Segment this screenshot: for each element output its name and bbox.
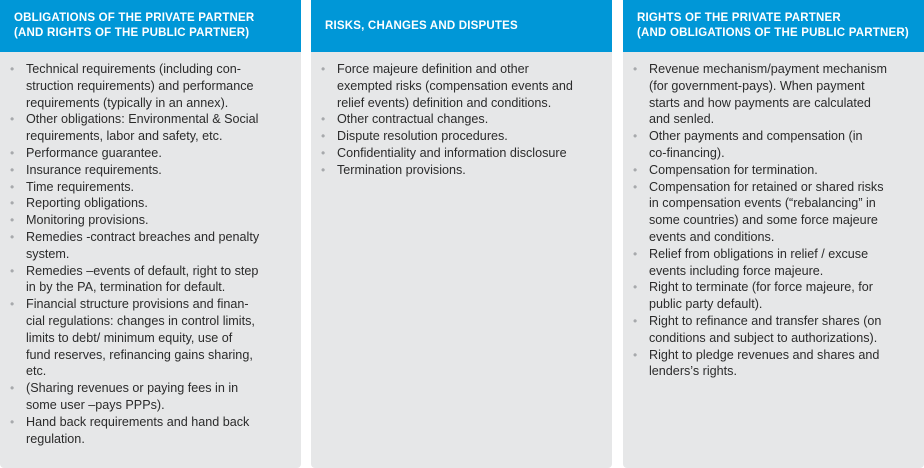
list-item-text: Compensation for termination. [649,162,818,177]
list-item-text: Compensation for retained or shared risks in compensation events (“rebalancing” in some countries) and some force majeure events and conditions. [649,179,884,244]
bullet-icon: • [633,347,638,362]
bullet-icon: • [10,297,15,312]
list-item-text: Reporting obligations. [26,196,148,211]
list-item [633,128,914,162]
list-item [633,61,914,128]
bullet-icon: • [321,62,326,76]
list-item [10,414,291,448]
list-item [633,162,914,179]
column-header [0,0,301,52]
provision-list [311,52,612,179]
column-header [623,0,924,52]
provision-list [623,52,924,380]
list-item-text: Other contractual changes. [337,112,489,127]
bullet-icon: • [321,129,326,144]
list-item [633,279,914,313]
list-item [10,380,291,414]
header-line: (AND OBLIGATIONS OF THE PUBLIC PARTNER) [637,26,909,39]
bullet-icon: • [10,263,15,278]
list-item [321,128,602,145]
list-item-text: Right to terminate (for force majeure, for public party default). [649,280,873,312]
list-item-text: Right to refinance and transfer shares (on conditions and subject to authorizations). [649,313,882,345]
header-line: RIGHTS OF THE PRIVATE PARTNER [637,12,841,24]
bullet-icon: • [10,414,15,429]
bullet-icon: • [633,280,638,295]
bullet-icon: • [10,162,15,177]
list-item [633,179,914,246]
header-line: OBLIGATIONS OF THE PRIVATE PARTNER [14,12,255,24]
list-item-text: Other obligations: Environmental & Social requirements, labor and safety, etc. [26,112,259,144]
list-item [10,111,291,145]
bullet-icon: • [633,129,638,144]
list-item [10,145,291,162]
list-item [633,347,914,381]
list-item-text: Confidentiality and information disclosure [337,145,567,160]
list-item-text: Other payments and compensation (in co-financing). [649,129,863,160]
bullet-icon: • [633,162,638,177]
list-item [10,61,291,111]
bullet-icon: • [321,145,326,160]
list-item-text: Monitoring provisions. [26,213,149,228]
bullet-icon: • [10,179,15,194]
header-line: RISKS, CHANGES AND DISPUTES [325,20,518,32]
bullet-icon: • [10,112,15,127]
column-private-rights [623,0,924,468]
list-item [321,111,602,128]
list-item-text: Remedies -contract breaches and penalty system. [26,229,260,261]
list-item [10,229,291,263]
list-item-text: (Sharing revenues or paying fees in in some user –pays PPPs). [26,381,239,412]
list-item-text: Dispute resolution procedures. [337,129,508,144]
list-item-text: Performance guarantee. [26,145,162,160]
bullet-icon: • [633,313,638,328]
list-item [10,179,291,196]
bullet-icon: • [633,179,638,194]
bullet-icon: • [321,162,326,177]
bullet-icon: • [10,62,15,76]
bullet-icon: • [633,62,638,76]
bullet-icon: • [321,112,326,127]
list-item [10,212,291,229]
list-item [10,195,291,212]
list-item-text: Technical requirements (including con- struction requirements) and performance requirements (typically in an annex). [26,62,254,110]
bullet-icon: • [10,213,15,228]
list-item-text: Force majeure definition and other exempted risks (compensation events and relief events) definition and conditions. [337,62,573,110]
list-item [321,162,602,179]
bullet-icon: • [10,381,15,396]
list-item [10,162,291,179]
list-item-text: Revenue mechanism/payment mechanism (for government-pays). When payment starts and how payments are calculated and senled. [649,62,887,127]
list-item [321,145,602,162]
list-item-text: Remedies –events of default, right to step in by the PA, termination for default. [26,263,259,295]
bullet-icon: • [10,196,15,211]
bullet-icon: • [633,246,638,261]
list-item [10,296,291,380]
column-header [311,0,612,52]
bullet-icon: • [10,229,15,244]
list-item-text: Financial structure provisions and finan- cial regulations: changes in control limits, limits to debt/ minimum equity, use of fund reserves, refinancing gains sharing, etc. [26,297,255,379]
list-item [633,313,914,347]
list-item-text: Time requirements. [26,179,135,194]
list-item-text: Relief from obligations in relief / excuse events including force majeure. [649,246,869,278]
list-item-text: Termination provisions. [337,162,466,177]
list-item [321,61,602,111]
list-item-text: Hand back requirements and hand back regulation. [26,414,250,446]
list-item [633,246,914,280]
column-private-obligations [0,0,301,468]
list-item-text: Right to pledge revenues and shares and lenders’s rights. [649,347,880,379]
bullet-icon: • [10,145,15,160]
provision-list [0,52,301,447]
list-item-text: Insurance requirements. [26,162,162,177]
list-item [10,263,291,297]
column-risks-changes-disputes [311,0,612,468]
header-line: (AND RIGHTS OF THE PUBLIC PARTNER) [14,26,250,39]
